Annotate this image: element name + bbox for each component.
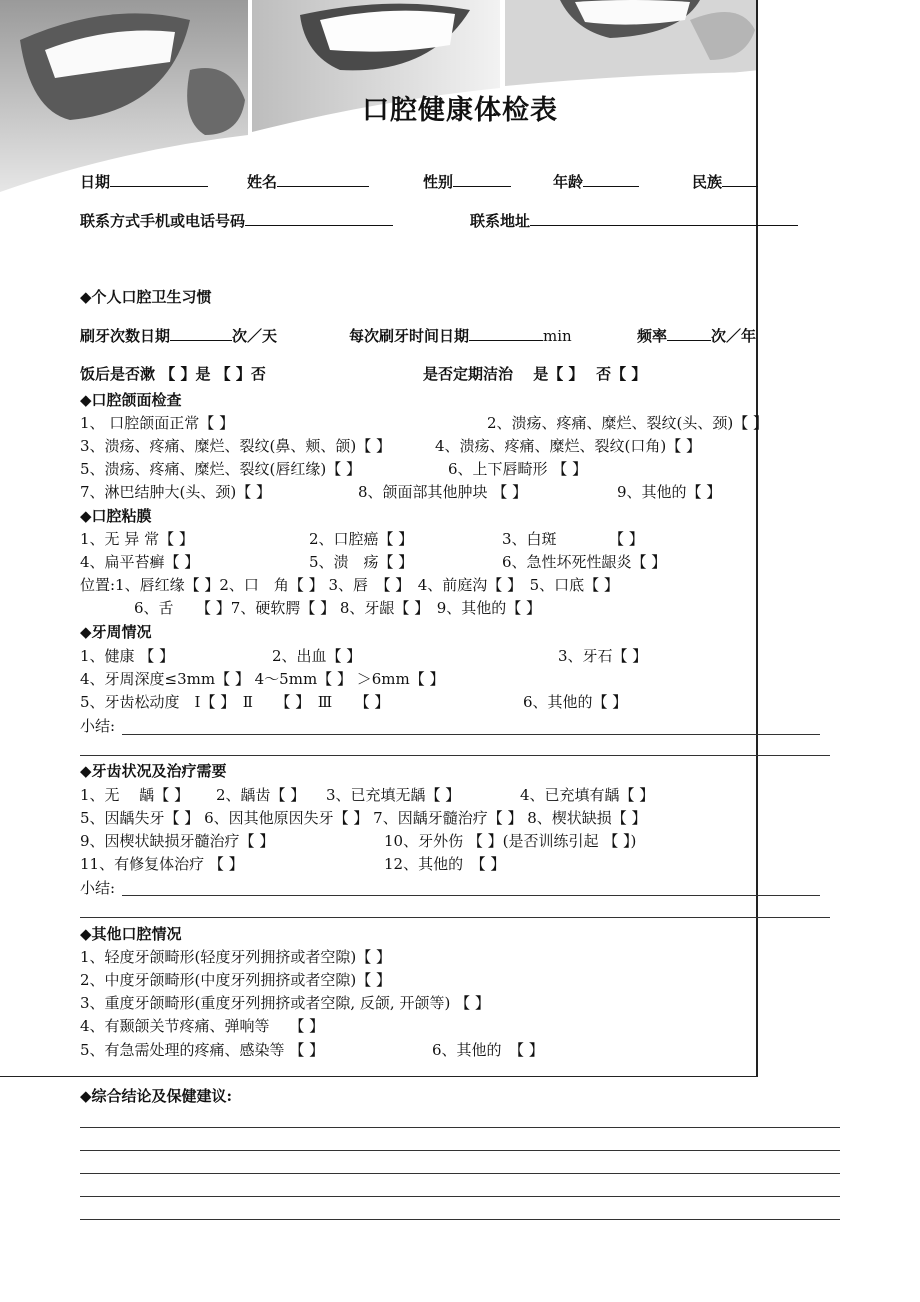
gender-label: 性别: [423, 173, 454, 191]
name-blank[interactable]: [277, 171, 369, 187]
age-blank[interactable]: [583, 171, 639, 187]
teeth-item-10[interactable]: 10、牙外伤 【 】(是否训练引起 【 】): [384, 832, 637, 850]
maxillofacial-item-9[interactable]: 9、其他的【 】: [617, 483, 722, 501]
regular-cleaning-option[interactable]: 是否定期洁治 是【 】 否【 】: [423, 365, 647, 383]
other-item-2[interactable]: 2、中度牙颌畸形(中度牙列拥挤或者空隙)【 】: [80, 971, 392, 989]
ethnicity-blank[interactable]: [722, 171, 758, 187]
phone-blank[interactable]: [245, 210, 393, 226]
brushing-count-unit: 次／天: [232, 327, 278, 345]
mucosa-item-3[interactable]: 3、白斑 【 】: [502, 530, 644, 548]
cleaning-frequency-blank[interactable]: [667, 325, 711, 341]
periodontal-item-5[interactable]: 5、牙齿松动度 I【 】 Ⅱ 【 】 Ⅲ 【 】: [80, 693, 390, 711]
mucosa-item-5[interactable]: 5、溃 疡【 】: [309, 553, 414, 571]
name-field[interactable]: [247, 171, 369, 192]
teeth-item-12[interactable]: 12、其他的 【 】: [384, 855, 506, 873]
address-label: 联系地址: [470, 212, 531, 230]
maxillofacial-item-6[interactable]: 6、上下唇畸形 【 】: [448, 460, 588, 478]
conclusion-line-5[interactable]: [80, 1219, 840, 1220]
teeth-summary-line-2[interactable]: [80, 917, 830, 918]
brushing-time-field[interactable]: [349, 325, 572, 346]
teeth-item-9[interactable]: 9、因楔状缺损牙髓治疗【 】: [80, 832, 275, 850]
teeth-summary-label: 小结:: [80, 879, 116, 897]
periodontal-item-1[interactable]: 1、健康 【 】: [80, 647, 175, 665]
cleaning-frequency-label: 频率: [637, 327, 668, 345]
other-item-6[interactable]: 6、其他的 【 】: [432, 1041, 544, 1059]
other-item-5[interactable]: 5、有急需处理的疼痛、感染等 【 】: [80, 1041, 325, 1059]
periodontal-summary-line-2[interactable]: [80, 755, 830, 756]
maxillofacial-item-5[interactable]: 5、溃疡、疼痛、糜烂、裂纹(唇红缘)【 】: [80, 460, 362, 478]
frame-bottom-line: [0, 1076, 758, 1077]
other-item-1[interactable]: 1、轻度牙颌畸形(轻度牙列拥挤或者空隙)【 】: [80, 948, 392, 966]
maxillofacial-item-3[interactable]: 3、溃疡、疼痛、糜烂、裂纹(鼻、颊、颌)【 】: [80, 437, 392, 455]
teeth-item-5-8[interactable]: 5、因龋失牙【 】 6、因其他原因失牙【 】 7、因龋牙髓治疗【 】 8、楔状缺损【 】: [80, 809, 647, 827]
conclusion-line-2[interactable]: [80, 1150, 840, 1151]
phone-field[interactable]: [80, 210, 393, 231]
teeth-item-4[interactable]: 4、已充填有龋【 】: [520, 786, 655, 804]
mucosa-item-4[interactable]: 4、扁平苔癣【 】: [80, 553, 200, 571]
periodontal-item-4[interactable]: 4、牙周深度≤3mm【 】 4～5mm【 】 ＞6mm【 】: [80, 670, 445, 688]
brushing-count-field[interactable]: [80, 325, 277, 346]
cleaning-frequency-unit: 次／年: [711, 327, 757, 345]
maxillofacial-item-1[interactable]: 1、 口腔颌面正常【 】: [80, 414, 235, 432]
date-label: 日期: [80, 173, 111, 191]
address-blank[interactable]: [530, 210, 798, 226]
periodontal-item-6[interactable]: 6、其他的【 】: [523, 693, 628, 711]
gender-field[interactable]: [423, 171, 511, 192]
periodontal-summary-label: 小结:: [80, 717, 116, 735]
section-periodontal-heading: ◆牙周情况: [80, 623, 152, 641]
teeth-item-2[interactable]: 2、龋齿【 】: [216, 786, 306, 804]
conclusion-line-1[interactable]: [80, 1127, 840, 1128]
brushing-time-blank[interactable]: [469, 325, 543, 341]
periodontal-summary-line-1[interactable]: [122, 734, 820, 735]
date-blank[interactable]: [110, 171, 208, 187]
cleaning-frequency-field[interactable]: [637, 325, 756, 346]
conclusion-line-3[interactable]: [80, 1173, 840, 1174]
maxillofacial-item-8[interactable]: 8、颌面部其他肿块 【 】: [358, 483, 528, 501]
date-field[interactable]: [80, 171, 208, 192]
other-item-4[interactable]: 4、有颞颌关节疼痛、弹响等 【 】: [80, 1017, 325, 1035]
name-label: 姓名: [247, 173, 278, 191]
periodontal-item-2[interactable]: 2、出血【 】: [272, 647, 362, 665]
teeth-item-11[interactable]: 11、有修复体治疗 【 】: [80, 855, 244, 873]
maxillofacial-item-4[interactable]: 4、溃疡、疼痛、糜烂、裂纹(口角)【 】: [435, 437, 702, 455]
brushing-time-label: 每次刷牙时间日期: [349, 327, 470, 345]
ethnicity-label: 民族: [692, 173, 723, 191]
teeth-item-3[interactable]: 3、已充填无龋【 】: [326, 786, 461, 804]
mucosa-location-row-1[interactable]: 位置:1、唇红缘【 】2、口 角【 】 3、唇 【 】 4、前庭沟【 】 5、口底【 】: [80, 576, 619, 594]
periodontal-item-3[interactable]: 3、牙石【 】: [558, 647, 648, 665]
gender-blank[interactable]: [453, 171, 511, 187]
frame-right-line: [756, 0, 758, 1077]
brushing-time-unit: min: [543, 327, 572, 345]
phone-label: 联系方式手机或电话号码: [80, 212, 246, 230]
page-title: 口腔健康体检表: [362, 95, 558, 126]
teeth-summary-line-1[interactable]: [122, 895, 820, 896]
brushing-count-label: 刷牙次数日期: [80, 327, 171, 345]
other-item-3[interactable]: 3、重度牙颌畸形(重度牙列拥挤或者空隙, 反颌, 开颌等) 【 】: [80, 994, 490, 1012]
mucosa-item-1[interactable]: 1、无 异 常【 】: [80, 530, 194, 548]
mucosa-item-6[interactable]: 6、急性坏死性龈炎【 】: [502, 553, 667, 571]
section-teeth-heading: ◆牙齿状况及治疗需要: [80, 762, 227, 780]
maxillofacial-item-7[interactable]: 7、淋巴结肿大(头、颈)【 】: [80, 483, 272, 501]
ethnicity-field[interactable]: [692, 171, 758, 192]
age-field[interactable]: [553, 171, 639, 192]
section-maxillofacial-heading: ◆口腔颌面检查: [80, 391, 182, 409]
age-label: 年龄: [553, 173, 584, 191]
brushing-count-blank[interactable]: [170, 325, 232, 341]
section-conclusion-heading: ◆综合结论及保健建议:: [80, 1087, 233, 1105]
rinse-after-meal-option[interactable]: 饭后是否漱 【 】是 【 】否: [80, 365, 266, 383]
address-field[interactable]: [470, 210, 798, 231]
section-hygiene-heading: ◆个人口腔卫生习惯: [80, 288, 212, 306]
teeth-item-1[interactable]: 1、无 龋【 】: [80, 786, 190, 804]
maxillofacial-item-2[interactable]: 2、溃疡、疼痛、糜烂、裂纹(头、颈)【 】: [487, 414, 769, 432]
section-other-heading: ◆其他口腔情况: [80, 925, 182, 943]
conclusion-line-4[interactable]: [80, 1196, 840, 1197]
mucosa-item-2[interactable]: 2、口腔癌【 】: [309, 530, 414, 548]
mucosa-location-row-2[interactable]: 6、舌 【 】7、硬软腭【 】 8、牙龈【 】 9、其他的【 】: [134, 599, 542, 617]
section-mucosa-heading: ◆口腔粘膜: [80, 507, 152, 525]
